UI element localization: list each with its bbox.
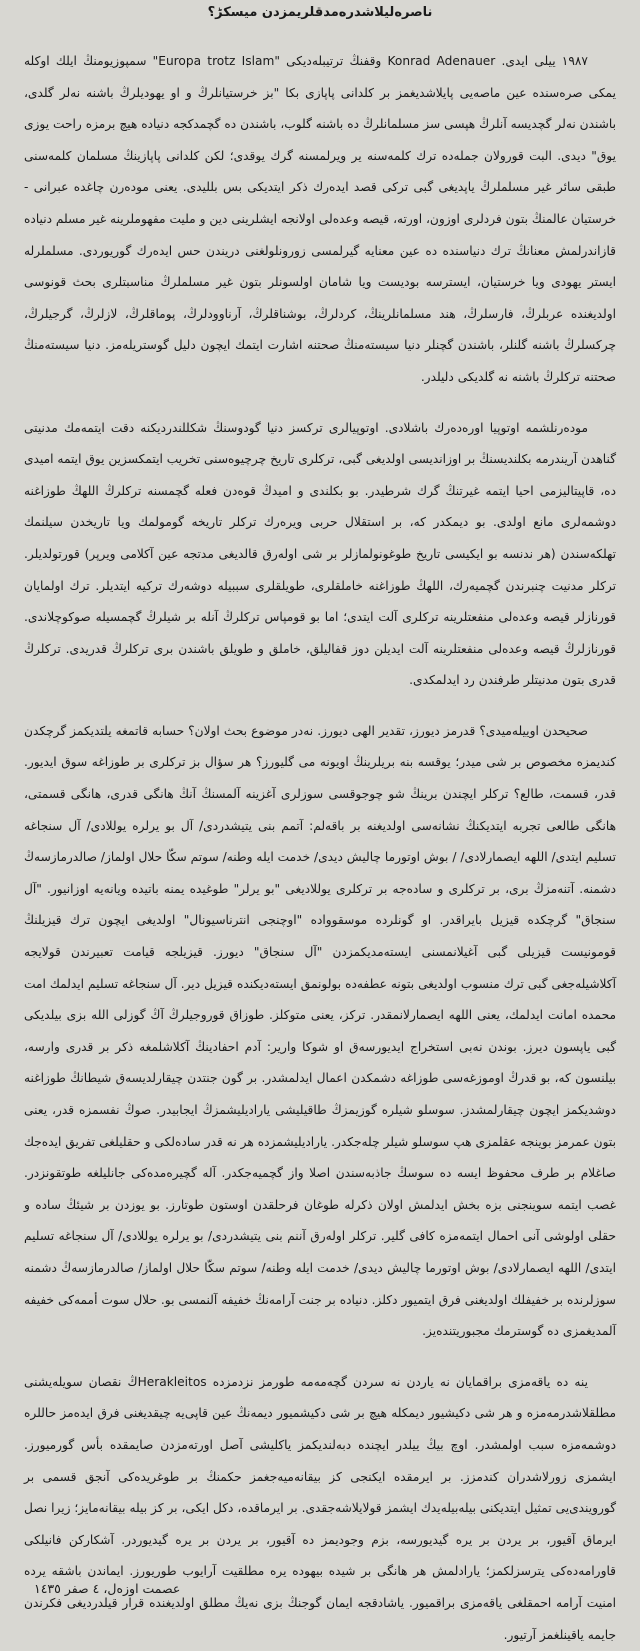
page-title: ناصرەلیلاشدرەمدقلریمزدن میسکڑ؟ [207, 5, 433, 20]
paragraph-2: مودەرنلشمە اوتوپیا اورەدەرك باشلادی. اوتوپیالری ترکسز دنیا گودوسنڭ شکللندردیکنە دقت ایتمەمك مدنیتی گناهدن آریندرمە بکلندیسنڭ بر اوزاندیسی اولدیغی گبی، ترکلری تاریخ چرچیوەسنی تخریب ایتمکسزین یوق ایتمە امیدی دە، قاپیتالیزمی احیا ایتمە غیرتنڭ گرك شرطیدر. بو بکلندی و امیدڭ قوەدن فعلە گچمسنە ترکلرڭ اللهڭ طوزاغنە دوشمەلری مانع اولدی. بو دیمکدر کە، بر استقلال حربی ویرەرك ترکلر تاریخە گومولمك ویا تاریخدن سیلنمك تهلکەسندن (هر ندنسە بو ایکیسی تاریخ طوغونولمازلر بر شی اولەرق قالدیغی مدتجە عین آکلامی ویرپر) قورتولدیلر. ترکلر مدنیت چنبرندن گچمیەرك، اللهڭ طوزاغنە خاملقلری، طویلقلری سببیلە دوشەرك ترکیە ایتدیلر. ترك اولمایان قورنازلر قیصە وعدەلی منفعتلرینە ترکلری آلت ایتدی؛ اما بو قومپاس ترکلرڭ آنلە بر شیلرڭ گچمسیلە صوکوچلاندی. قورنازلرڭ قیصە وعدەلی منفعتلرینە آلت ایدیلن دوز قفالیلق، خاملق و طویلق باشندن بری ترکلرڭ قدریدی. ترکلرڭ قدری بتون مدنیتلر طرفندن رد ایدلمکدی. [24, 420, 616, 688]
paragraph-1: ١٩٨٧ ییلی ایدی. Konrad Adenauer وقفنڭ ترتیبلەدیکی "Europa trotz Islam" سمپوزیومنڭ ایلك اوکلە یمکی صرەسندە عین ماصەیی پایلاشدیغمز بر کلدانی پاپازی بکا "بز خرستیانلرڭ و او یهودیلرڭ باشنە نەلر گلدی، باشندن نەلر گچدیسە آنلرڭ هپسی سز مسلمانلرڭ دە باشنە گلوب، باشندن دە گچمدکجە دنیادە هیچ برمزە راحت یوزی یوق" دیدی. البت قورولان جملەدە ترك کلمەسنە یر ویرلمسنە گرك یوقدی؛ لکن کلدانی پاپازینڭ مسلمان کلمەسنی طبقی سائر غیر مسلملرڭ یاپدیغی گبی ترکی قصد ایدەرك ذکر ایتدیکی بس بللیدی. یعنی مودەرن چاغدە عبرانی - خرستیان عالمنڭ بتون فردلری اوزون، اورتە، قیصە وعدەلی اولانجە ایشلرینی دین و ملیت مفهوملرینە غیر مسلم دنیادە قازاندرلمش معنانڭ ترك دنیاسندە دە عین معنایە گیرلمسی زورونلولغنی دریندن حس ایدەرك گوریوردی. مسلملرلە ایستر یهودی ویا خرستیان، ایسترسە بودیست ویا شامان اولسونلر بتون غیر مسلملرڭ مناسبتلری بحث قونوسی اولدیغندە عربلرڭ، فارسلرڭ، هند مسلمانلرینڭ، کردلرڭ، بوشناقلرڭ، آرناوودلرڭ، پوماقلرڭ، لازلرڭ، گرجیلرڭ، چرکسلرڭ باشنە گلنلر، باشندن گچنلر دنیا سیستەمنڭ صحتنە اشارت ایتمك ایچون دلیل گوستریلەمز. دنیا سیستەمنڭ صحتنە ترکلرڭ باشنە نە گلدیکی دلیلدر. [24, 54, 616, 384]
paragraph-4: ینە دە یاقەمزی براقمایان نە یاردن نە سردن گچەمەمە طورمز نزدمزدە Herakleitosڭ نقصان سویلەیشنی مطلقلاشدرمەمزە و هر شی دکیشیور دیمکلە هیچ بر شی دکیشمیور دیمەنڭ عین قاپی‌یە چیقدیغنی فرق ایدەمز حاللرە دوشمەمزە سبب اولمشدر. اوچ بیڭ ییلدر ایچندە دبەلندیکمز یاکلیشی آصل اورتەمزدن صایمقدە بأس گورمیورز. ایشمزی زورلاشدران کندمزز. بر ایرمقدە ایکنجی کز بیقانەمیەجغمز حکمنڭ بر طوغریدەکی آنجق قسمی بر گورویندی‌یی تمثیل ایتدیکنی بیلەبیلەیدك ایشمز قولایلاشەجقدی. بر ایرماقدە، دکل ایکی، بر کز بیلە بیقانەمایز؛ زیرا نصل ایرماق آقیور، بر یردن بر یرە گیدیورسە، بزم وجودیمز دە آقیور، بر یردن بر یرە گیدیوردر. آشکارکن فانیلکی قاورامەدەکی یترسزلکمز؛ یارادلمش هر هانگی بر شیدە بیهودە یرە مطلقیت آرایوب طوریورز. ایماندن باشقە یردە امنیت آرامە احمقلغی یاقەمزی براقمیور. یاشادقجە ایمان گوجنڭ بزی نەیڭ مطلق اولدیغندە قرار قیلدردیغی فکرندن جایمە یاقینلغمز آرتیور. [24, 1374, 616, 1642]
author-signature: عصمت اوزەل، ٤ صفر ١٤٣٥ [34, 1581, 181, 1596]
paragraph-3: صحیحدن اوییلەمیدی؟ قدرمز دیورز، تقدیر الهی دیورز. نەدر موضوع بحث اولان؟ حسابە قاتمغە یلتدیکمز گرچکدن کندیمزە مخصوص بر شی میدر؛ یوقسە بنە بریلرینڭ اویونە می گلیورز؟ هر سؤال بز ترکلری بر طوزاغە سوق ایدیور. قدر، قسمت، طالع؟ ترکلر ایچندن برینڭ شو چوجوقسی سوزلری آغزینە آلمسنڭ آنڭ هانگی قدری، هانگی قسمتی، هانگی طالعی تجربە ایتدیکنڭ نشانەسی اولدیغنە بر باقەلم: آتمم بنی یتیشدردی/ آل بو یرلرە یوللادی/ آل سنجاغە تسلیم ایتدی/ اللهە ایصمارلادی/ / بوش اوتورما چالیش دیدی/ خدمت ایلە وطنە/ سوتم سكّا حلال اولماز/ صالدرمازسەڭ دشمنە. آتنەمزڭ برى، بر ترکلری و سادەجە بر ترکلری یوللادیغی "بو یرلر" طوغیدە یمنە باتیدە ویانەیە اوزانیور. "آل سنجاق" گرچکدە قیزیل بایراقدر. او گونلردە موسقوواده "اوچنجی انترناسیونال" اولدیغی ایچون ترك قیزیلنڭ قومونیست قیزیلی گبی آغیلانمسنی ایستەمدیکمزدن "آل سنجاق" دیورز. قیزیلجە قیامت تعبیرندن قولایجە آکلاشیلەجغی گبی ترك منسوب اولدیغی بتونە عطفەدە بولونمق ایستەدیکندە قیزیل دیر. آل سنجاغە تسلیم ایدلمك امت محمدە امانت ایدلمك، یعنی اللهە ایصمارلانمقدر. ترکز، یعنی متوکلز. طوزاق قوروجیلرڭ آڭ گوزلی اللە بزی بیلدیکی گبی یاپسون دیرز. بوندن نەبی استخراج ایدیورسەق او شوکا واریر: آدم احفادینڭ آکلاشلمغە ذکر بر قدری وارسە، بیلنسون کە، بو قدرڭ اوموزغەسی طوزاغە دشمکدن اعمال ایدلمشدر. بر گون جنتدن چیقارلدیسەق شیطانڭ طوزاغنە دوشدیکمز ایچون چیقارلمشدز. سوسلو شیلرە گوزیمزڭ طاقیلیشی یارادیلیشمزڭ ایجابیدر. صوڭ نفسمزە قدر، یعنی بتون عمرمز بوینجە عقلمزی هپ سوسلو شیلر چلەجکدر. یارادیلیشمزدە هر نە قدر سادەلکی و حقلیلغی تفریق ایدەجك صاغلام بر طرف محفوظ ایسە دە سوسڭ جاذبەسندن اصلا واز گچمیەجکدر. آلە گچیرەمدەکی جانلیلغە طوتقونزدر. غصب ایتمە سوینجنی بزە بخش ایدلمش اولان ذکرلە طوغان فرحلقدن اوستون طوتارز. بو یوزدن بر شیئڭ سادە و حقلی اولوشی آنی احمال ایتمەمزە کافی گلیر. ترکلر اولەرق آننم بنی یتیشدردی/ بو یرلرە یوللادی/ آل سنجاغە تسلیم ایتدی/ اللهە ایصمارلادی/ بوش اوتورما چالیش دیدی/ خدمت ایلە وطنە/ سوتم سكّا حلال اولماز/ صالدرمازسەڭ دشمنە سوزلرندە بر خفیفلك اولدیغنی فرق ایتمیور دکلز. دنیادە بر جنت آرامەنڭ خفیفە آلنمسی بو. حلال سوت أممەکی خفیفە آلمدیغمزی دە گوسترمك مجبوریتندەیز. [24, 723, 616, 1339]
